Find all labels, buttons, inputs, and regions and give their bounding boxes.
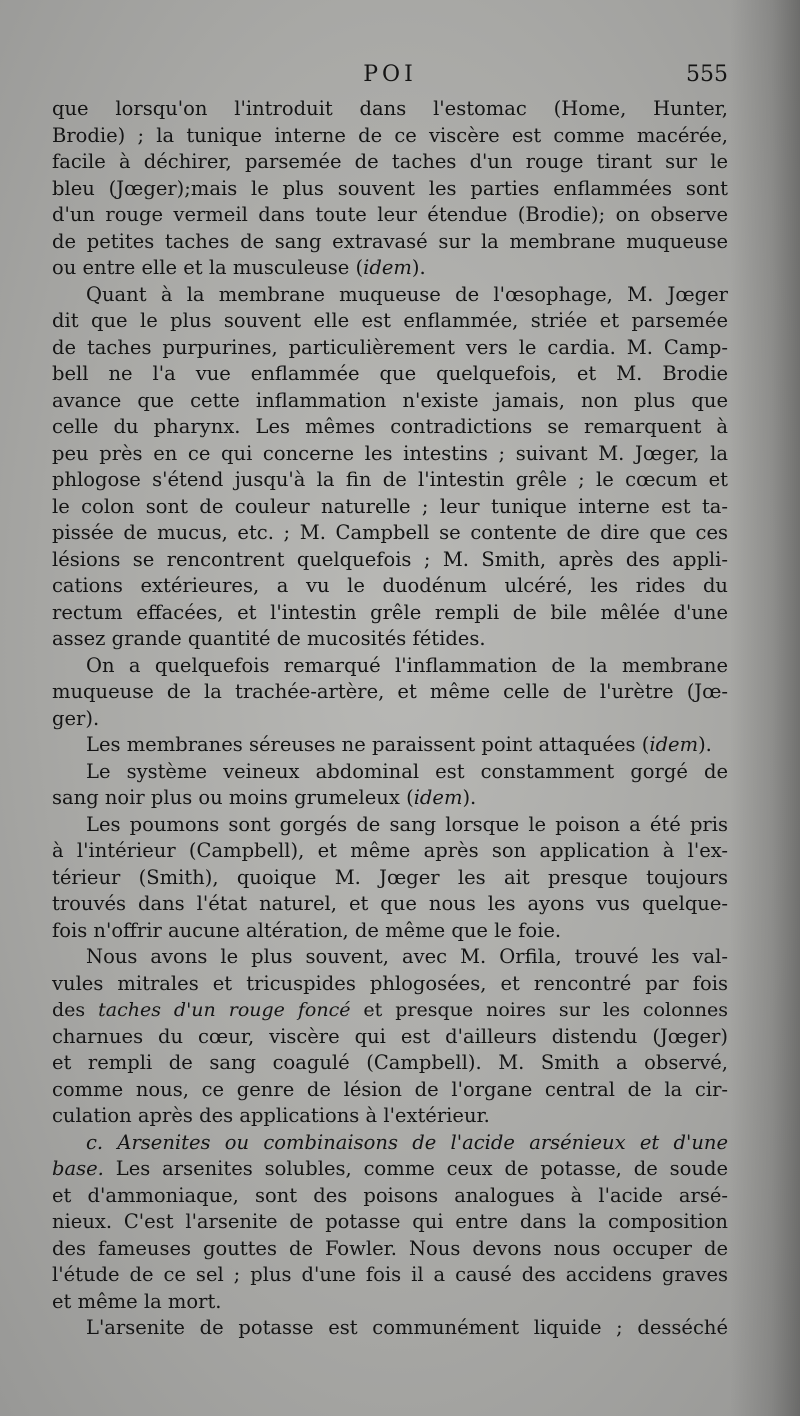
text-line: fois n'offrir aucune altération, de même que le foie. xyxy=(52,918,562,942)
text-line: trouvés dans l'état naturel, et que nous les ayons vus quelque- xyxy=(52,892,728,915)
text-line: et rempli de sang coagulé (Campbell). M. Smith a observé, xyxy=(52,1051,728,1074)
text-line: de taches purpurines, particulièrement vers le cardia. M. Camp- xyxy=(52,335,728,359)
paragraph-start: Nous avons le plus souvent, avec M. Orfila, trouvé les val- xyxy=(86,945,728,968)
paragraph-start: L'arsenite de potasse est communément liquide ; desséché xyxy=(86,1316,728,1339)
section-heading-line: c. Arsenites ou combinaisons de l'acide arsénieux et d'une xyxy=(86,1130,728,1154)
text-line: charnues du cœur, viscère qui est d'ailleurs distendu (Jœger) xyxy=(52,1024,728,1048)
text-line: culation après des applications à l'extérieur. xyxy=(52,1104,490,1127)
text-line: des taches d'un rouge foncé et presque noires sur les colonnes xyxy=(52,999,728,1021)
page-number: 555 xyxy=(686,62,728,87)
text-line: phlogose s'étend jusqu'à la fin de l'intestin grêle ; le cœcum et xyxy=(52,468,728,491)
paragraph-start: Les membranes séreuses ne paraissent point attaquées (idem). xyxy=(86,733,712,756)
text-line: rectum effacées, et l'intestin grêle rempli de bile mêlée d'une xyxy=(52,600,728,624)
paragraph-start: Quant à la membrane muqueuse de l'œsophage, M. Jœger xyxy=(86,282,728,306)
text-line: des fameuses gouttes de Fowler. Nous devons nous occuper de xyxy=(52,1236,728,1260)
text-line: nieux. C'est l'arsenite de potasse qui entre dans la composition xyxy=(52,1210,728,1233)
text-line: facile à déchirer, parsemée de taches d'un rouge tirant sur le xyxy=(52,150,728,173)
page-header xyxy=(52,60,728,92)
text-line: base. Les arsenites solubles, comme ceux de potasse, de soude xyxy=(52,1157,728,1180)
text-line: à l'intérieur (Campbell), et même après son application à l'ex- xyxy=(52,839,728,862)
text-line: assez grande quantité de mucosités fétides. xyxy=(52,627,486,650)
running-head: POI xyxy=(363,62,417,87)
text-line: vules mitrales et tricuspides phlogosées, et rencontré par fois xyxy=(52,971,728,995)
text-line: celle du pharynx. Les mêmes contradictions se remarquent à xyxy=(52,415,728,438)
text-line: muqueuse de la trachée-artère, et même celle de l'urètre (Jœ- xyxy=(52,680,728,703)
text-line: cations extérieures, a vu le duodénum ulcéré, les rides du xyxy=(52,574,728,597)
text-line: l'étude de ce sel ; plus d'une fois il a causé des accidens graves xyxy=(52,1263,728,1286)
paragraph-start: On a quelquefois remarqué l'inflammation de la membrane xyxy=(86,653,728,677)
text-line: le colon sont de couleur naturelle ; leur tunique interne est ta- xyxy=(52,494,728,518)
body-text xyxy=(52,96,728,1342)
text-line: bell ne l'a vue enflammée que quelquefois, et M. Brodie xyxy=(52,362,728,385)
text-line: ou entre elle et la musculeuse (idem). xyxy=(52,256,426,279)
text-line: et même la mort. xyxy=(52,1289,222,1313)
text-line: peu près en ce qui concerne les intestins ; suivant M. Jœger, la xyxy=(52,441,728,465)
text-line: dit que le plus souvent elle est enflammée, striée et parsemée xyxy=(52,309,728,332)
text-line: et d'ammoniaque, sont des poisons analogues à l'acide arsé- xyxy=(52,1183,728,1207)
text-line: bleu (Jœger);mais le plus souvent les parties enflammées sont xyxy=(52,176,728,200)
paragraph-start: Les poumons sont gorgés de sang lorsque le poison a été pris xyxy=(86,812,728,836)
text-line: d'un rouge vermeil dans toute leur étendue (Brodie); on observe xyxy=(52,203,728,226)
page-gutter-shadow xyxy=(730,0,800,1416)
text-line: pissée de mucus, etc. ; M. Campbell se contente de dire que ces xyxy=(52,521,728,544)
text-line: que lorsqu'on l'introduit dans l'estomac (Home, Hunter, xyxy=(52,97,728,120)
text-line: lésions se rencontrent quelquefois ; M. Smith, après des appli- xyxy=(52,547,728,571)
text-line: térieur (Smith), quoique M. Jœger les ait presque toujours xyxy=(52,865,728,889)
paragraph-start: Le système veineux abdominal est constamment gorgé de xyxy=(86,759,728,783)
text-line: ger). xyxy=(52,706,100,730)
text-line: de petites taches de sang extravasé sur la membrane muqueuse xyxy=(52,229,728,253)
text-line: sang noir plus ou moins grumeleux (idem). xyxy=(52,786,477,809)
text-line: comme nous, ce genre de lésion de l'organe central de la cir- xyxy=(52,1077,728,1101)
text-line: Brodie) ; la tunique interne de ce viscère est comme macérée, xyxy=(52,123,728,147)
text-line: avance que cette inflammation n'existe jamais, non plus que xyxy=(52,388,728,412)
